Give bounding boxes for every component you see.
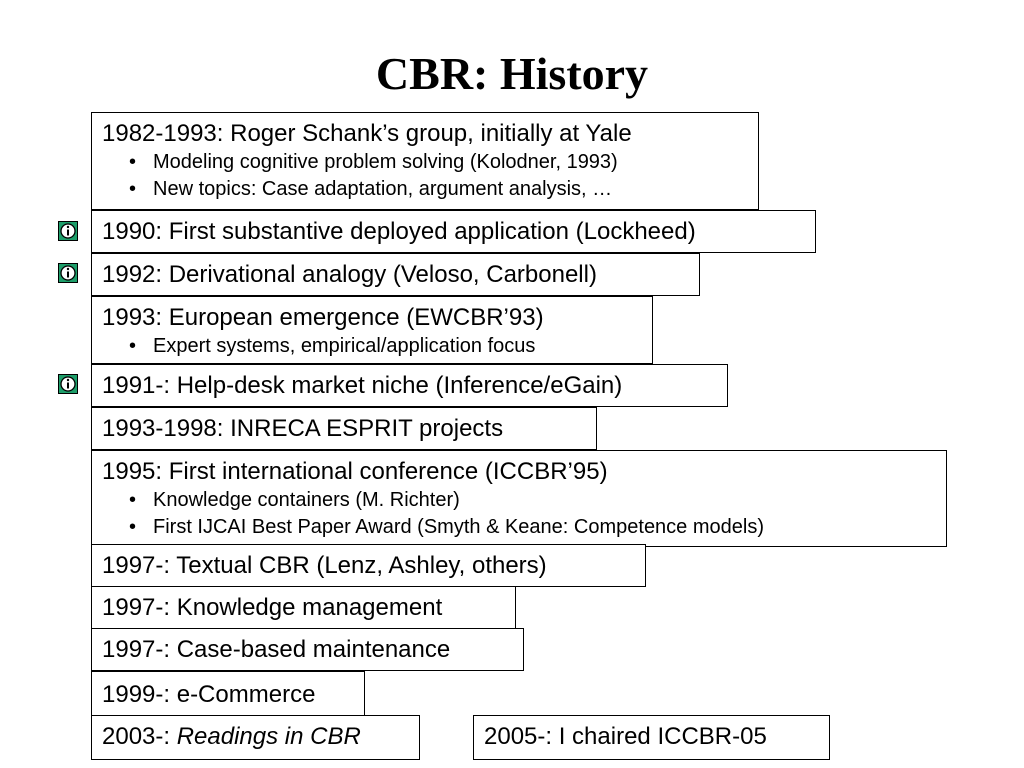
history-item-text: 1999-: e-Commerce	[102, 681, 316, 708]
history-item	[91, 628, 524, 671]
bullet-list	[102, 333, 642, 360]
history-item	[91, 586, 516, 629]
info-icon[interactable]	[58, 263, 78, 283]
slide-title: CBR: History	[375, 48, 649, 99]
history-item-text: 1990: First substantive deployed application (Lockheed)	[102, 218, 696, 245]
history-item	[91, 364, 728, 407]
history-item-text: 1997-: Case-based maintenance	[102, 636, 451, 663]
history-item	[91, 450, 947, 547]
history-item	[91, 544, 646, 587]
bullet-item: • First IJCAI Best Paper Award (Smyth & Keane: Competence models)	[127, 514, 936, 541]
history-item-readings	[91, 715, 420, 760]
history-item-iccbr05	[473, 715, 830, 760]
bullet-item: • Modeling cognitive problem solving (Kolodner, 1993)	[127, 149, 748, 176]
history-item	[91, 112, 759, 210]
history-item-text: 1982-1993: Roger Schank’s group, initially at Yale	[102, 120, 632, 147]
info-icon[interactable]	[58, 374, 78, 394]
bullet-list	[102, 487, 936, 541]
history-item-text: 1995: First international conference (ICCBR’95)	[102, 458, 608, 485]
history-item-text: 1997-: Knowledge management	[102, 594, 443, 621]
readings-prefix: 2003-:	[102, 723, 177, 750]
history-item-text	[102, 722, 409, 752]
bullet-list	[102, 149, 748, 203]
bullet-item: • New topics: Case adaptation, argument analysis, …	[127, 176, 748, 203]
readings-title: Readings in CBR	[176, 723, 361, 750]
history-item-text: 1993: European emergence (EWCBR’93)	[102, 304, 544, 331]
history-item-text: 2005-: I chaired ICCBR-05	[484, 723, 767, 750]
bullet-item: • Expert systems, empirical/application focus	[127, 333, 642, 360]
history-item	[91, 253, 700, 296]
history-item	[91, 407, 597, 450]
history-item-text: 1992: Derivational analogy (Veloso, Carbonell)	[102, 261, 597, 288]
history-item-text: 1997-: Textual CBR (Lenz, Ashley, others)	[102, 552, 547, 579]
history-item	[91, 671, 365, 718]
history-item-text: 1993-1998: INRECA ESPRIT projects	[102, 415, 504, 442]
history-item	[91, 210, 816, 253]
info-icon[interactable]	[58, 221, 78, 241]
history-item-text: 1991-: Help-desk market niche (Inference/eGain)	[102, 372, 623, 399]
bullet-item: • Knowledge containers (M. Richter)	[127, 487, 936, 514]
history-item	[91, 296, 653, 364]
